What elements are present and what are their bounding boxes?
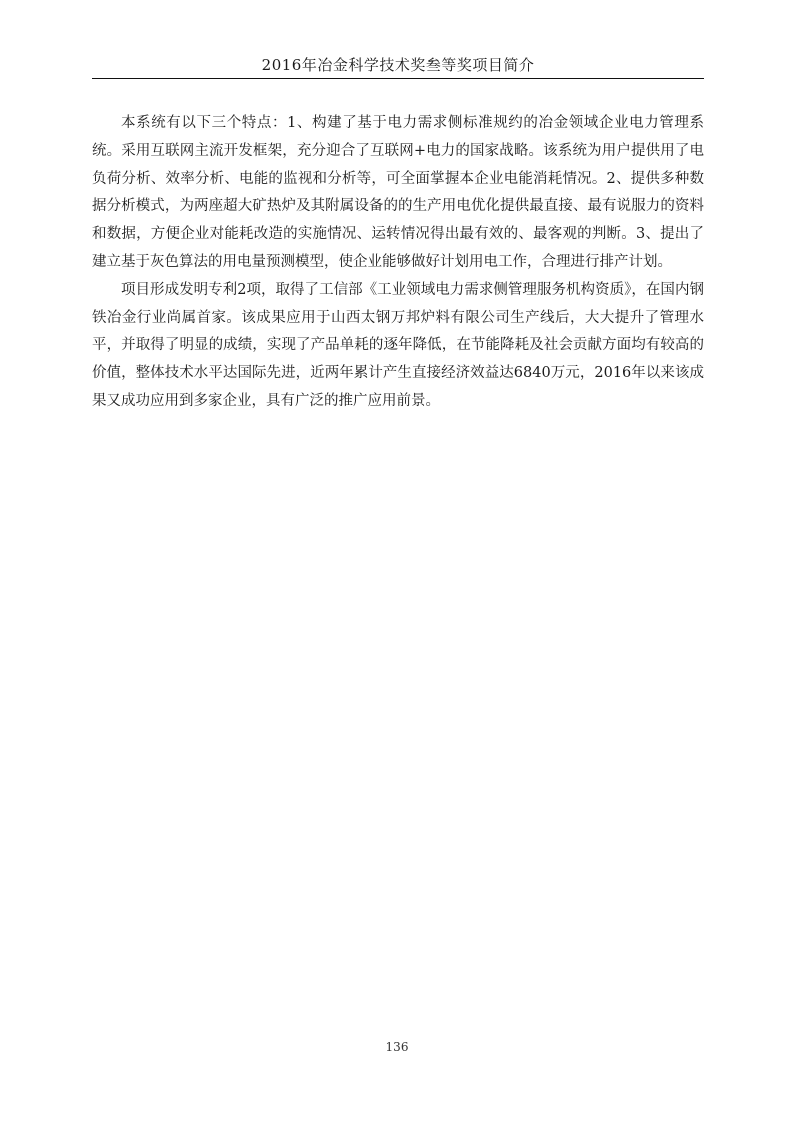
paragraph-features: 本系统有以下三个特点：1、构建了基于电力需求侧标准规约的冶金领域企业电力管理系统。采用互联网主流开发框架，充分迎合了互联网+电力的国家战略。该系统为用户提供用了电负荷分析、效率分析、电能的监视和分析等，可全面掌握本企业电能消耗情况。2、提供多种数据分析模式，为两座超大矿热炉及其附属设备的的生产用电优化提供最直接、最有说服力的资料和数据，方便企业对能耗改造的实施情况、运转情况得出最有效的、最客观的判断。3、提出了建立基于灰色算法的用电量预测模型，使企业能够做好计划用电工作，合理进行排产计划。 [92,115,704,270]
paragraph-results: 项目形成发明专利2项，取得了工信部《工业领域电力需求侧管理服务机构资质》，在国内钢铁冶金行业尚属首家。该成果应用于山西太钢万邦炉料有限公司生产线后，大大提升了管理水平，并取得了明显的成绩，实现了产品单耗的逐年降低，在节能降耗及社会贡献方面均有较高的价值，整体技术水平达国际先进，近两年累计产生直接经济效益达6840万元，2016年以来该成果又成功应用到多家企业，具有广泛的推广应用前景。 [92,281,704,409]
header-divider [92,78,704,79]
document-body [92,110,704,416]
page-number: 136 [385,1040,409,1054]
page-header-title: 2016年冶金科学技术奖叁等奖项目简介 [261,56,535,74]
